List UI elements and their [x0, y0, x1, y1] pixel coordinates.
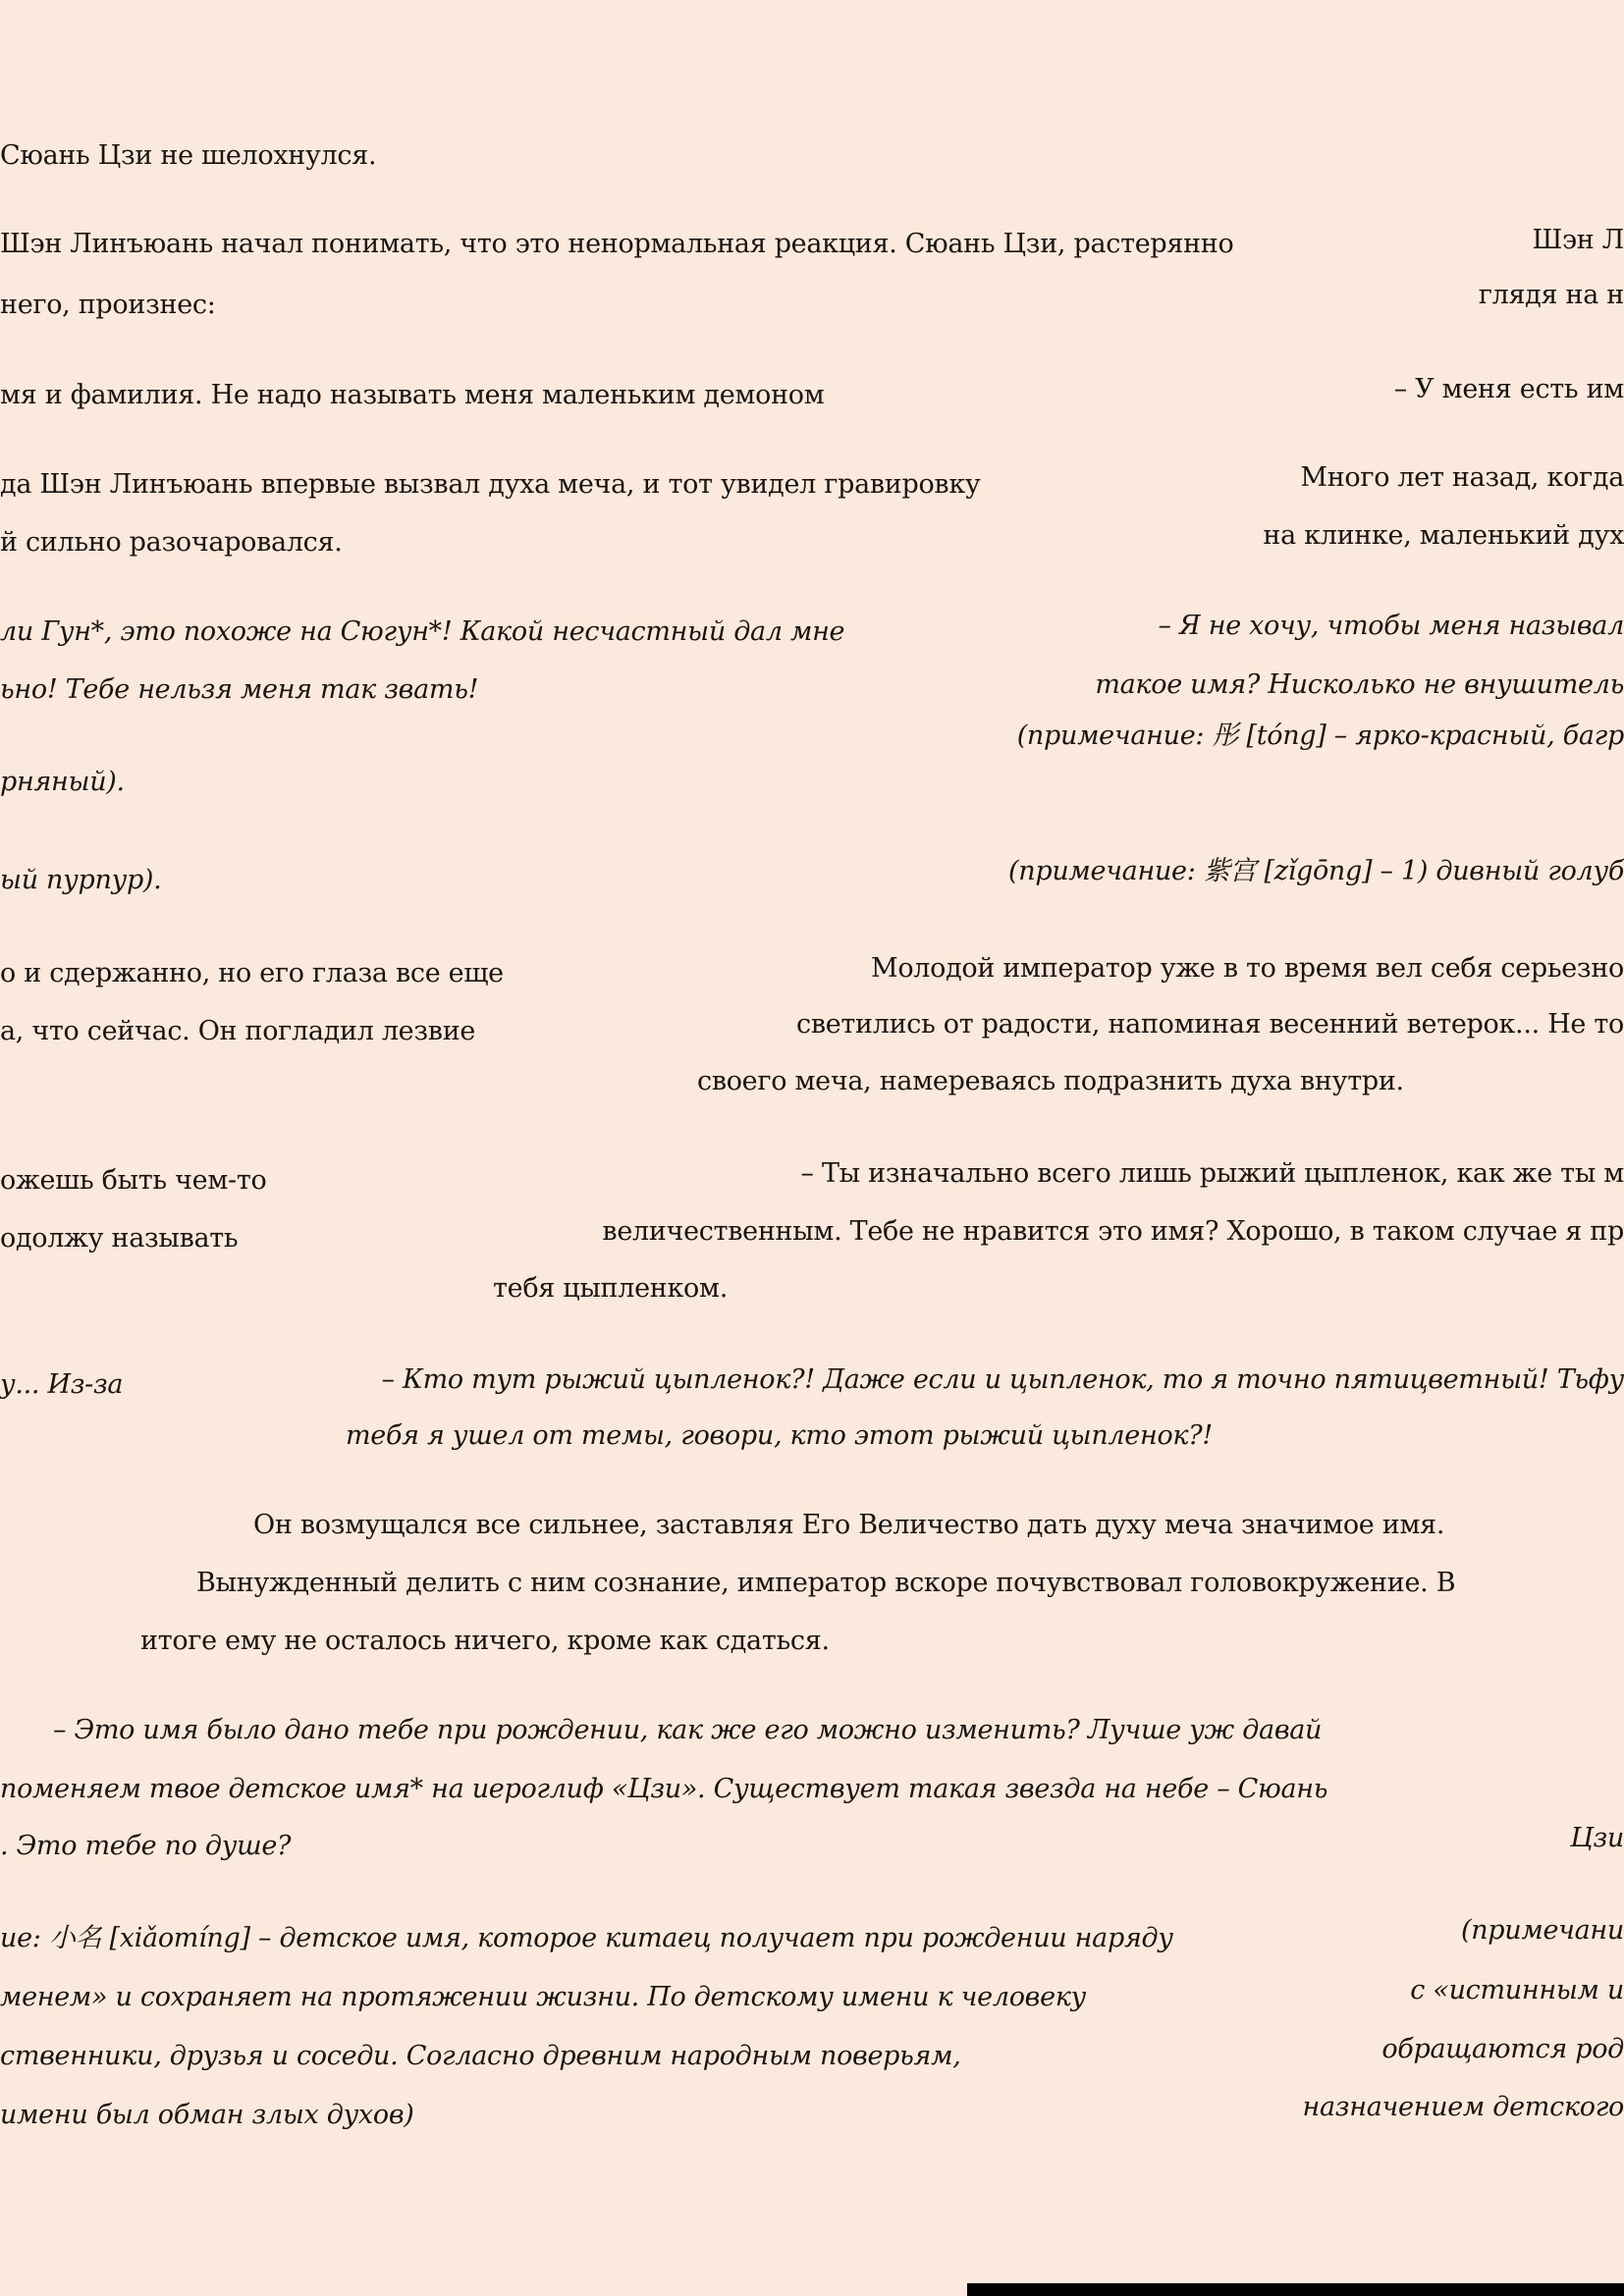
- text-line: Вынужденный делить с ним сознание, император вскоре почувствовал головокружение. В: [196, 1568, 1456, 1598]
- text-line: – У меня есть им: [1393, 374, 1624, 404]
- text-line: одолжу называть: [0, 1223, 239, 1254]
- text-line: – Ты изначально всего лишь рыжий цыпленок, как же ты м: [800, 1158, 1624, 1189]
- text-line: Молодой император уже в то время вел себя серьезно: [870, 953, 1624, 984]
- text-line: глядя на н: [1478, 280, 1624, 310]
- text-line: й сильно разочаровался.: [0, 527, 343, 558]
- text-line: Шэн Л: [1532, 225, 1624, 255]
- text-line: – Я не хочу, чтобы меня называл: [1158, 611, 1624, 641]
- footnote-line: обращаются род: [1381, 2034, 1624, 2064]
- text-line: у... Из-за: [0, 1369, 124, 1400]
- text-line: величественным. Тебе не нравится это имя? Хорошо, в таком случае я пр: [602, 1216, 1624, 1247]
- text-line: ли Гун*, это похоже на Сюгун*! Какой несчастный дал мне: [0, 616, 845, 647]
- footnote-line: назначением детского: [1302, 2092, 1624, 2122]
- footnote-line: с «истинным и: [1410, 1975, 1624, 2005]
- bottom-edge-bar: [967, 2283, 1624, 2296]
- text-line: тебя цыпленком.: [493, 1273, 728, 1304]
- footnote-line: ственники, друзья и соседи. Согласно древним народным поверьям,: [0, 2041, 961, 2071]
- text-line: . Это тебе по душе?: [0, 1831, 292, 1861]
- text-line: светились от радости, напоминая весенний ветерок... Не то: [796, 1009, 1624, 1040]
- text-line: Шэн Линъюань начал понимать, что это ненормальная реакция. Сюань Цзи, растерянно: [0, 229, 1234, 259]
- text-line: Он возмущался все сильнее, заставляя Его Величество дать духу меча значимое имя.: [253, 1510, 1445, 1540]
- text-line: мя и фамилия. Не надо называть меня маленьким демоном: [0, 380, 825, 410]
- footnote-line: менем» и сохраняет на протяжении жизни. По детскому имени к человеку: [0, 1982, 1086, 2012]
- text-line: Цзи: [1570, 1823, 1624, 1853]
- text-line: него, произнес:: [0, 290, 216, 320]
- text-line: итоге ему не осталось ничего, кроме как сдаться.: [140, 1626, 830, 1656]
- footnote-line: (примечание: 紫宫 [zǐgōng] – 1) дивный голуб: [1008, 856, 1624, 886]
- text-line: такое имя? Нисколько не внушитель: [1095, 669, 1624, 700]
- footnote-line: рняный).: [0, 767, 125, 797]
- text-line: тебя я ушел от темы, говори, кто этот рыжий цыпленок?!: [346, 1420, 1213, 1451]
- text-line: Сюань Цзи не шелохнулся.: [0, 140, 377, 171]
- footnote-line: (примечание: 彤 [tóng] – ярко-красный, багр: [1016, 721, 1624, 751]
- footnote-line: ый пурпур).: [0, 865, 162, 895]
- footnote-line: ие: 小名 [xiǎomíng] – детское имя, которое китаец получает при рождении наряду: [0, 1923, 1173, 1953]
- text-line: – Это имя было дано тебе при рождении, как же его можно изменить? Лучше уж давай: [53, 1715, 1323, 1745]
- text-line: о и сдержанно, но его глаза все еще: [0, 958, 504, 988]
- footnote-line: имени был обман злых духов): [0, 2100, 414, 2130]
- text-line: – Кто тут рыжий цыпленок?! Даже если и цыпленок, то я точно пятицветный! Тьфу: [381, 1364, 1624, 1395]
- text-line: а, что сейчас. Он погладил лезвие: [0, 1016, 476, 1046]
- text-line: ожешь быть чем-то: [0, 1165, 267, 1196]
- text-line: ьно! Тебе нельзя меня так звать!: [0, 674, 479, 705]
- footnote-line: (примечани: [1460, 1915, 1624, 1946]
- text-line: Много лет назад, когда: [1300, 462, 1624, 493]
- text-line: да Шэн Линъюань впервые вызвал духа меча, и тот увидел гравировку: [0, 469, 981, 500]
- text-line: на клинке, маленький дух: [1263, 520, 1624, 551]
- text-line: поменяем твое детское имя* на иероглиф «Цзи». Существует такая звезда на небе – Сюань: [0, 1774, 1328, 1804]
- text-line: своего меча, намереваясь подразнить духа внутри.: [697, 1066, 1404, 1096]
